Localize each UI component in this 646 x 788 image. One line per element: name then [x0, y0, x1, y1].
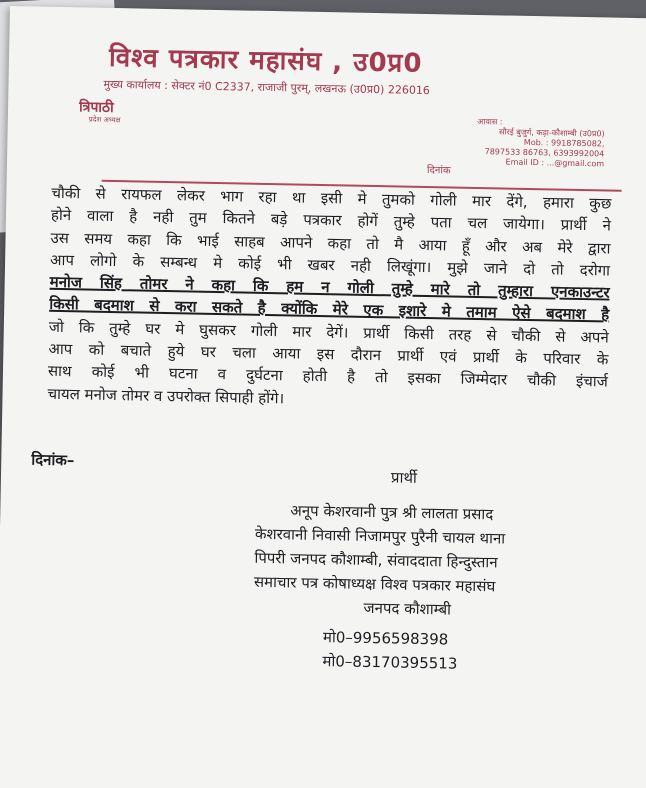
letterhead [78, 32, 624, 177]
mobile-number: मो0–83170395513 [322, 652, 458, 673]
body-line: आप को बचाते हुये घर चला आया इस दौरान प्रार्थी एवं प्रार्थी के परिवार के [48, 339, 609, 369]
letterhead-contact [374, 115, 605, 169]
date-label: दिनांक– [31, 450, 75, 470]
body-line: साथ कोई भी घटना व दुर्घटना होती है तो इसका जिम्मेदार चौकी इंचार्ज [47, 362, 609, 391]
signature-line: जनपद कौशाम्बी [363, 598, 452, 619]
signature-line: समाचार पत्र कोषाध्यक्ष विश्व पत्रकार महासंघ [253, 572, 496, 596]
org-name: विश्व पत्रकार महासंघ , उ0प्र0 [108, 42, 423, 79]
contact-email: Email ID : ...@gmail.com [505, 157, 605, 169]
body-line: जो कि तुम्हे घर मे घुसकर गोली मार देगें। प्रार्थी किसी तरह से चौकी से अपने [48, 317, 609, 347]
body-line: होने वाला है नही तुम कितने बड़े पत्रकार होगें तुम्हे पता चल जायेगा। प्रार्थी ने [50, 206, 612, 235]
signature-line: केशरवानी निवासी निजामपुर पुरैनी चायल थाना [254, 524, 506, 548]
org-address: मुख्य कार्यालय : सेक्टर नं0 C2337, राजाजी पुरम्, लखनऊ (उ0प्र0) 226016 [103, 77, 431, 98]
mobile-number: मो0–9956598398 [322, 628, 449, 649]
body-line: चौकी से रायफल लेकर भाग रहा था इसी मे तुमको गोली मार देंगे, हमारा कुछ [51, 183, 612, 213]
body-line: आप लोगो के सम्बन्ध मे कोई भी खबर नही लिखूंगा। मुझे जाने दो तो दरोगा [49, 250, 611, 280]
letter-page [0, 6, 646, 788]
contact-area: सौरई बुजुर्ग, कड़ा-कौशाम्बी (उ0प्र0) [499, 127, 605, 139]
contact-phones: 7897533 86763, 6393992004 [484, 147, 605, 159]
body-line-underlined: किसी बदमाश से करा सकते है क्योंकि मेरे एक इशारे मे तमाम ऐसे बदमाश है [49, 295, 610, 325]
letter-body [47, 182, 611, 416]
signature-block [252, 498, 635, 679]
contact-mobile: Mob. : 9918785082, [523, 137, 605, 149]
signature-line: अनूप केशरवानी पुत्र श्री लालता प्रसाद [290, 501, 494, 524]
body-line: उस समय कहा कि भाई साहब आपने कहा तो मै आया हूँ और अब मेरे द्वारा [50, 228, 611, 258]
body-line-underlined: मनोज सिंह तोमर ने कहा कि हम न गोली तुम्हे मारे तो तुम्हारा एनकाउन्टर [49, 273, 610, 302]
letterhead-date-label: दिनांक [426, 165, 451, 177]
contact-label: आवास : [477, 116, 503, 127]
letterhead-person-title: प्रदेश अध्यक्ष [88, 115, 121, 125]
letterhead-person-name: त्रिपाठी [78, 99, 114, 117]
signature-line: पिपरी जनपद कौशाम्बी, संवाददाता हिन्दुस्तान [254, 548, 498, 572]
applicant-label: प्रार्थी [390, 468, 418, 487]
body-line: चायल मनोज तोमर व उपरोक्त सिपाही होंगे। [47, 384, 285, 408]
